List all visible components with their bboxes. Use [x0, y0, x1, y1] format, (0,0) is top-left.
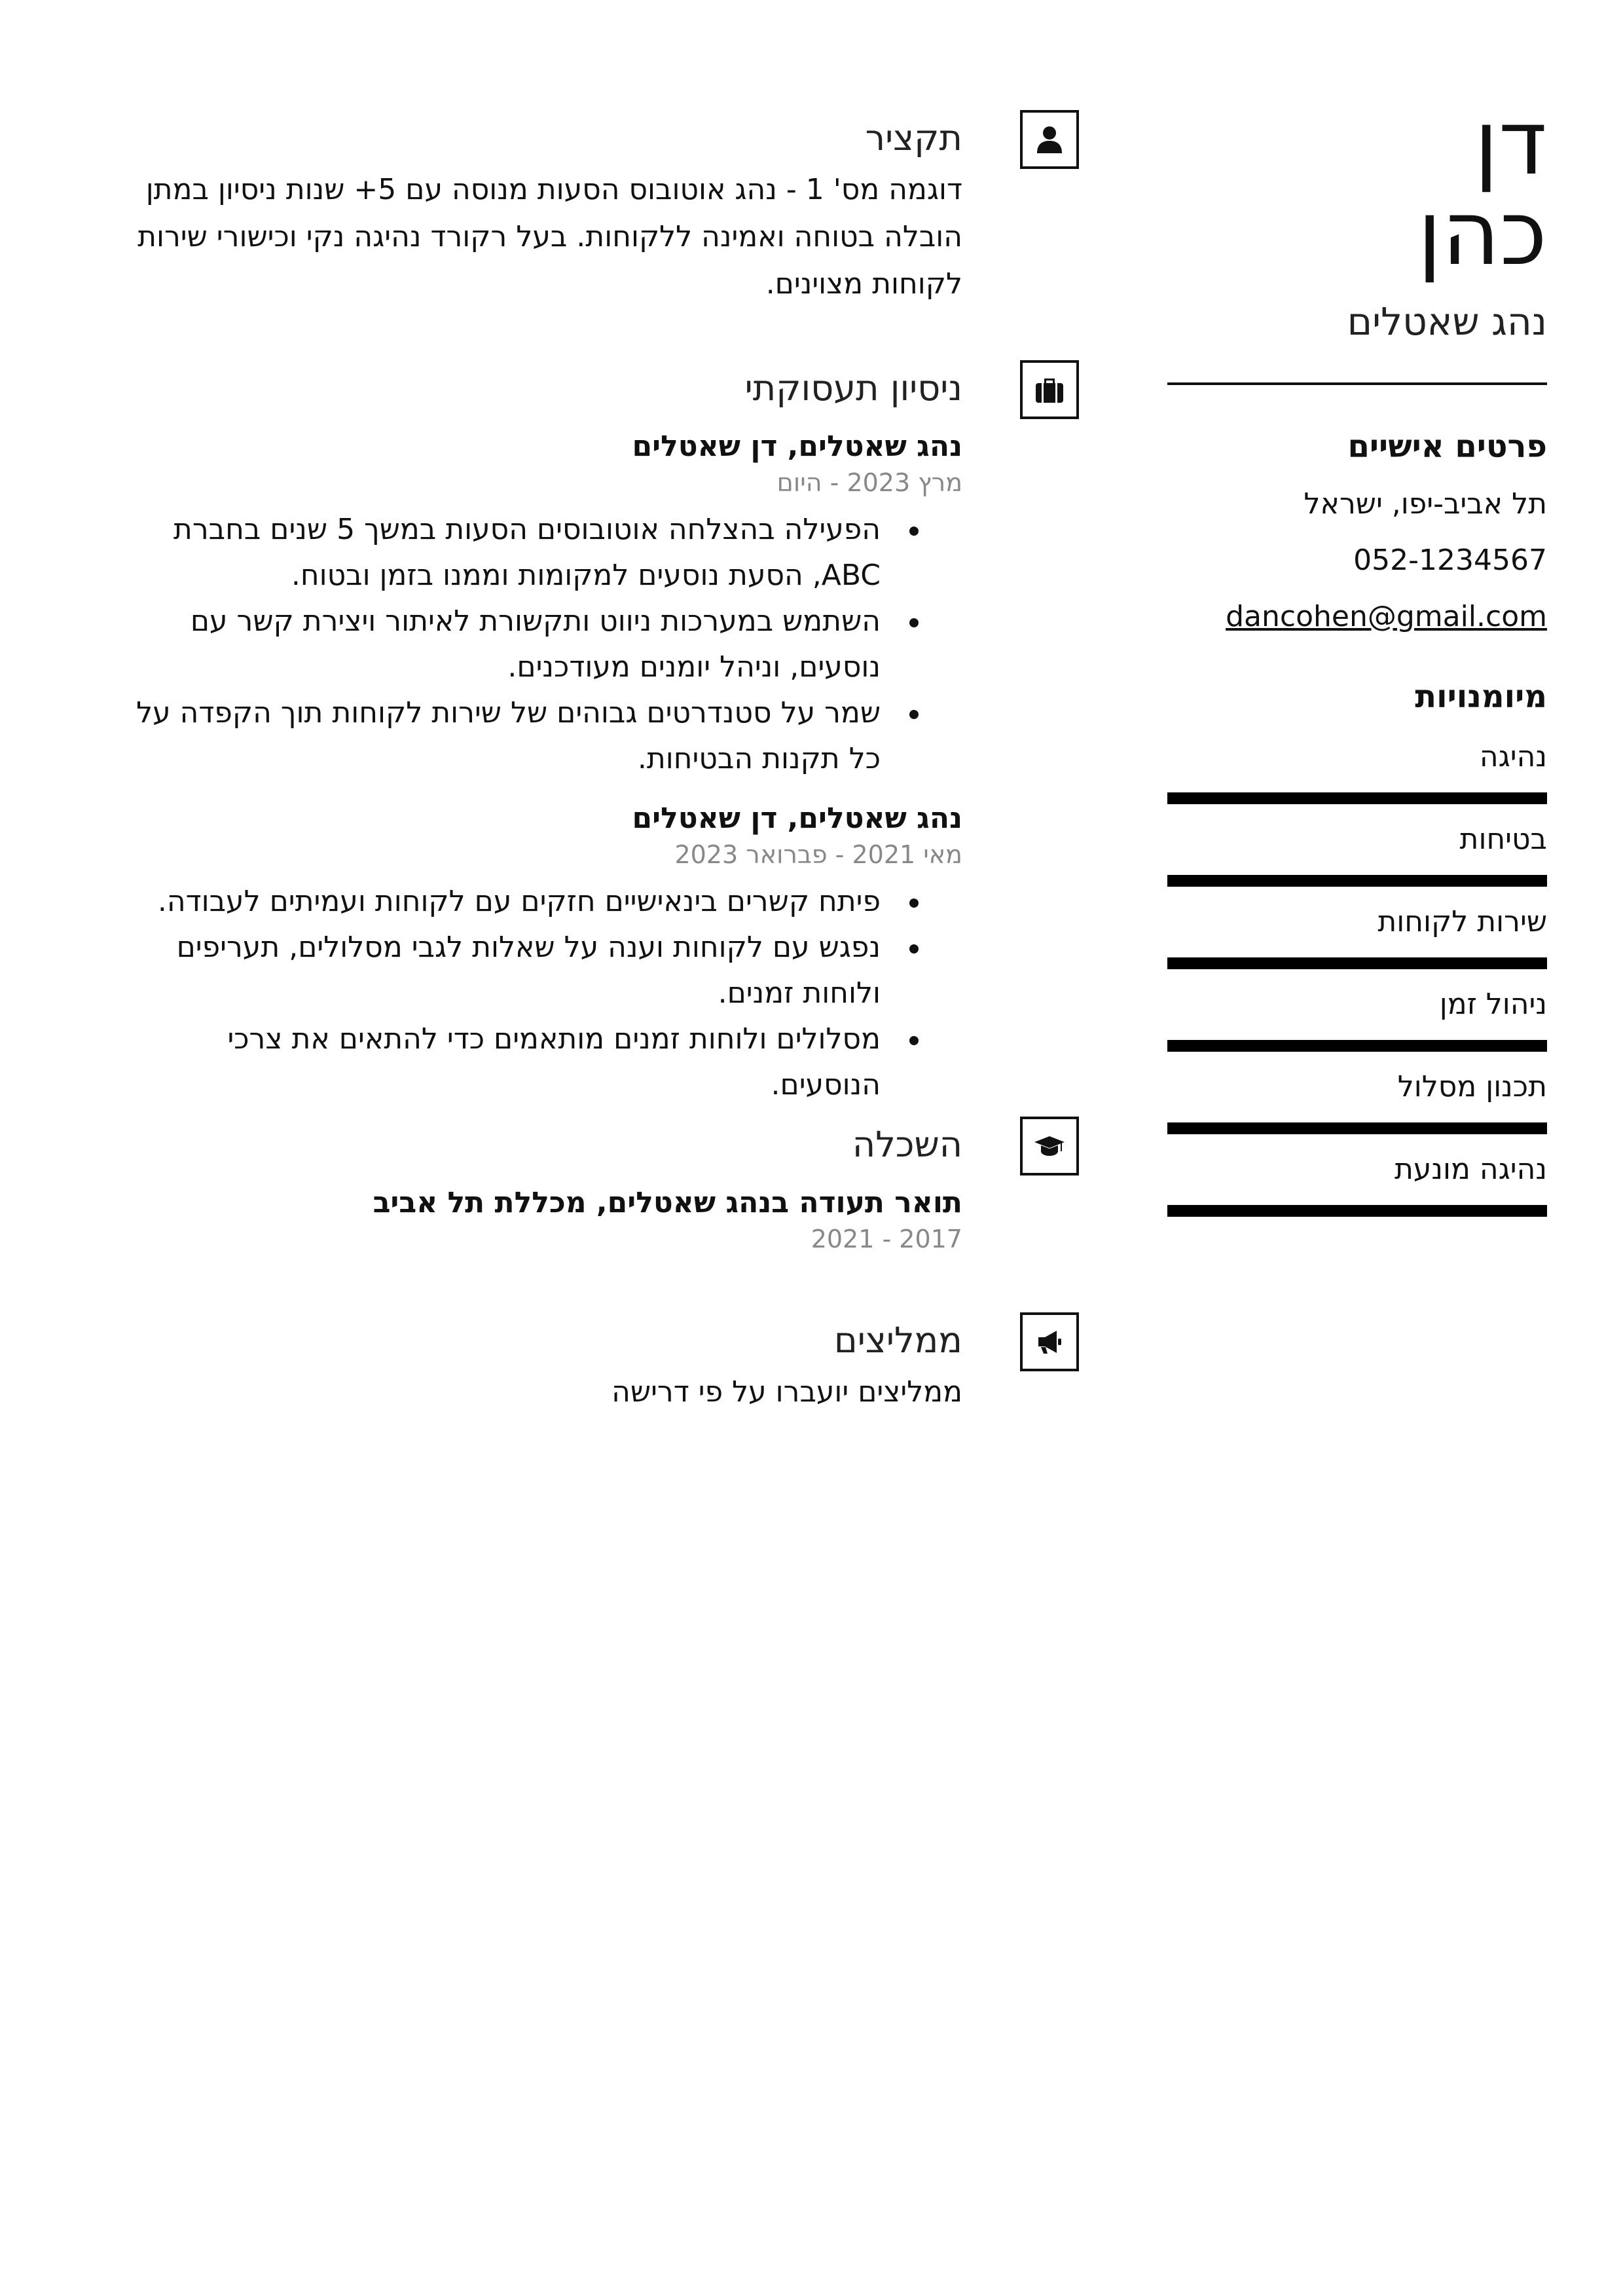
job-entry [131, 800, 962, 1108]
job-title: נהג שאטלים [1347, 299, 1547, 344]
job-role: נהג שאטלים, דן שאטלים [632, 430, 962, 463]
skill-level-bar [1167, 875, 1547, 887]
skill-item [1167, 904, 1547, 969]
first-name: דן [1474, 92, 1547, 195]
bullet-item: הפעילה בהצלחה אוטובוסים הסעות במשך 5 שנים בחברת ABC, הסעת נוסעים למקומות וממנו בזמן ובטוח. [131, 507, 881, 599]
briefcase-icon [1033, 373, 1066, 406]
education-title: השכלה [852, 1124, 962, 1165]
location-text: תל אביב-יפו, ישראל [1304, 487, 1547, 521]
megaphone-icon [1033, 1325, 1066, 1358]
phone-text: 052-1234567 [1353, 544, 1547, 577]
skill-item [1167, 821, 1547, 887]
summary-title: תקציר [865, 117, 962, 158]
education-section [131, 1123, 962, 1254]
references-icon-box [1020, 1312, 1079, 1371]
skill-label: נהיגה [1479, 740, 1547, 773]
header-divider [1167, 382, 1547, 385]
skill-item [1167, 739, 1547, 804]
skills-heading: מיומנויות [1415, 678, 1547, 715]
skill-level-bar [1167, 1205, 1547, 1217]
skill-level-bar [1167, 1122, 1547, 1134]
skills-list [1167, 739, 1547, 1217]
last-name: כהן [1417, 182, 1547, 286]
bullet-item: שמר על סטנדרטים גבוהים של שירות לקוחות תוך הקפדה על כל תקנות הבטיחות. [131, 690, 881, 782]
job-entry [131, 428, 962, 782]
person-icon [1033, 123, 1066, 156]
education-icon-box [1020, 1117, 1079, 1176]
skill-label: תכנון מסלול [1397, 1070, 1547, 1103]
skill-level-bar [1167, 792, 1547, 804]
summary-icon-box [1020, 110, 1079, 169]
skill-item [1167, 1151, 1547, 1217]
references-section [131, 1319, 962, 1416]
skill-level-bar [1167, 1040, 1547, 1052]
job-role: נהג שאטלים, דן שאטלים [632, 802, 962, 835]
skill-item [1167, 986, 1547, 1052]
skill-label: נהיגה מונעת [1394, 1153, 1547, 1186]
summary-text: דוגמה מס' 1 - נהג אוטובוס הסעות מנוסה עם 5+ שנות ניסיון במתן הובלה בטוחה ואמינה ללקוחות. בעל רקורד נהיגה נקי וכישורי שירות לקוחות מצוינים. [137, 173, 962, 301]
bullet-item: פיתח קשרים בינאישיים חזקים עם לקוחות ועמיתים לעבודה. [131, 879, 881, 925]
education-degree: תואר תעודה בנהג שאטלים, מכללת תל אביב [373, 1186, 962, 1219]
graduation-cap-icon [1033, 1130, 1066, 1162]
education-dates: 2017 - 2021 [811, 1225, 962, 1253]
job-bullets [131, 879, 962, 1108]
skill-level-bar [1167, 957, 1547, 969]
bullet-item: נפגש עם לקוחות וענה על שאלות לגבי מסלולים, תעריפים ולוחות זמנים. [131, 925, 881, 1016]
email-link[interactable]: dancohen@gmail.com [1226, 600, 1547, 633]
skill-item [1167, 1069, 1547, 1134]
references-text: ממליצים יועברו על פי דרישה [611, 1375, 962, 1409]
summary-section [131, 117, 962, 308]
job-dates: מאי 2021 - פברואר 2023 [674, 840, 962, 869]
skill-label: בטיחות [1459, 823, 1547, 856]
experience-icon-box [1020, 360, 1079, 419]
references-title: ממליצים [833, 1320, 962, 1361]
experience-section [131, 367, 962, 1108]
skill-label: ניהול זמן [1439, 988, 1547, 1021]
sidebar [1167, 92, 1547, 1217]
skill-label: שירות לקוחות [1377, 905, 1547, 938]
bullet-item: מסלולים ולוחות זמנים מותאמים כדי להתאים את צרכי הנוסעים. [131, 1016, 881, 1108]
personal-details-heading: פרטים אישיים [1347, 428, 1547, 465]
job-bullets [131, 507, 962, 782]
experience-title: ניסיון תעסוקתי [744, 367, 962, 409]
job-dates: מרץ 2023 - היום [776, 468, 962, 497]
bullet-item: השתמש במערכות ניווט ותקשורת לאיתור ויצירת קשר עם נוסעים, וניהל יומנים מעודכנים. [131, 599, 881, 690]
